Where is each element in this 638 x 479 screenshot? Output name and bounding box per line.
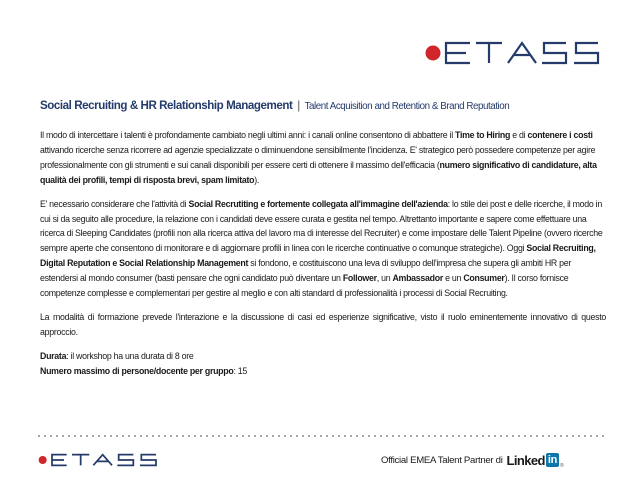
text-segment: La modalità di formazione prevede l'interazione e la discussione di casi ed esperienze significative, visto il ruolo eminentemente innovativo di questo approccio. [40,311,606,337]
bold-efficacia-list: numero significativo di candidature, alta qualità dei profili, tempi di risposta brevi, spam limitato [40,159,597,185]
etass-logo-bottom [36,452,160,468]
paragraph-modalita [40,310,606,340]
page-subtitle: Talent Acquisition and Retention & Brand Reputation [304,101,510,112]
text-segment: , un [376,273,393,284]
logo-red-dot [39,456,47,464]
detail-durata [40,349,606,364]
page-title: Social Recruiting & HR Relationship Management [40,99,293,112]
text-segment: : lo stile dei post e delle ricerche, il modo in cui si da seguito alle procedure, la relazione con i candidati deve essere curata e gestita nel tempo. Altrettanto importante e sapere come effettuare una ricerca di Sleeping Candidates (profili non alla ricerca attiva del lavoro ma di interesse del Recruiter) e come impostare delle Talent Pipeline (ovvero ricerche sempre aperte che consentono di monitorare e di aggiornare profili in linea con le ricerche continuative o comunque strategiche). Oggi [40,198,603,254]
text-segment: e un [442,273,464,284]
detail-value: : 15 [233,365,248,376]
detail-label: Numero massimo di persone/docente per gruppo [40,365,234,376]
etass-logo-top [418,38,604,68]
text-segment: si fondono, e costituiscono una leva di sviluppo dell'impresa che supera gli ambiti HR per estendersi al mondo consumer (basti pensare che ogni candidato può diventare un [40,258,572,284]
body-content [40,128,606,379]
linkedin-partner-badge [381,451,563,469]
text-segment: e di [510,130,528,140]
bold-time-to-hiring: Time to Hiring [455,130,511,140]
bold-follower: Follower [342,273,377,284]
dotted-divider [36,434,606,438]
linkedin-in-icon: in [547,454,558,466]
text-segment: ). [254,174,260,185]
bold-social-digital: Social Recruiting, Digital Reputation e Social Relationship Management [40,243,596,269]
bold-contenere-costi: contenere i costi [527,130,593,140]
linkedin-word: Linked [506,452,545,468]
bold-immagine-azienda: Social Recrutiting e fortemente collegata all'immagine dell'azienda [188,198,448,209]
partner-text: Official EMEA Talent Partner di [381,454,503,466]
paragraph-intro [40,128,606,188]
text-segment: Il modo di intercettare i talenti è profondamente cambiato negli ultimi anni: i canali online consentono di abbattere il [40,130,456,140]
linkedin-registered-mark: ® [560,463,564,469]
logo-red-dot [426,46,441,61]
detail-label: Durata [40,350,67,361]
paragraph-social-recruiting [40,197,606,301]
bold-consumer: Consumer [463,273,505,284]
detail-numero-massimo [40,364,606,379]
bold-ambassador: Ambassador [392,273,443,284]
text-segment: ). Il corso fornisce competenze complesse e complementari per gestire al meglio e con alti standard di professionalità i processi di Social Recruiting. [40,273,569,299]
text-segment: E' necessario considerare che l'attività di [40,198,189,209]
text-segment: attivando ricerche senza ricorrere ad agenzie specializzate o diminuendone sensibilmente l'incidenza. E' strategico però possedere competenze per agire professionalmente con gli strumenti e sui canali disponibili per essere certi di ottenere il massimo dell'efficacia ( [40,144,596,170]
detail-value: : il workshop ha una durata di 8 ore [66,350,194,361]
title-separator: | [297,99,300,112]
header-title-row [40,99,610,112]
